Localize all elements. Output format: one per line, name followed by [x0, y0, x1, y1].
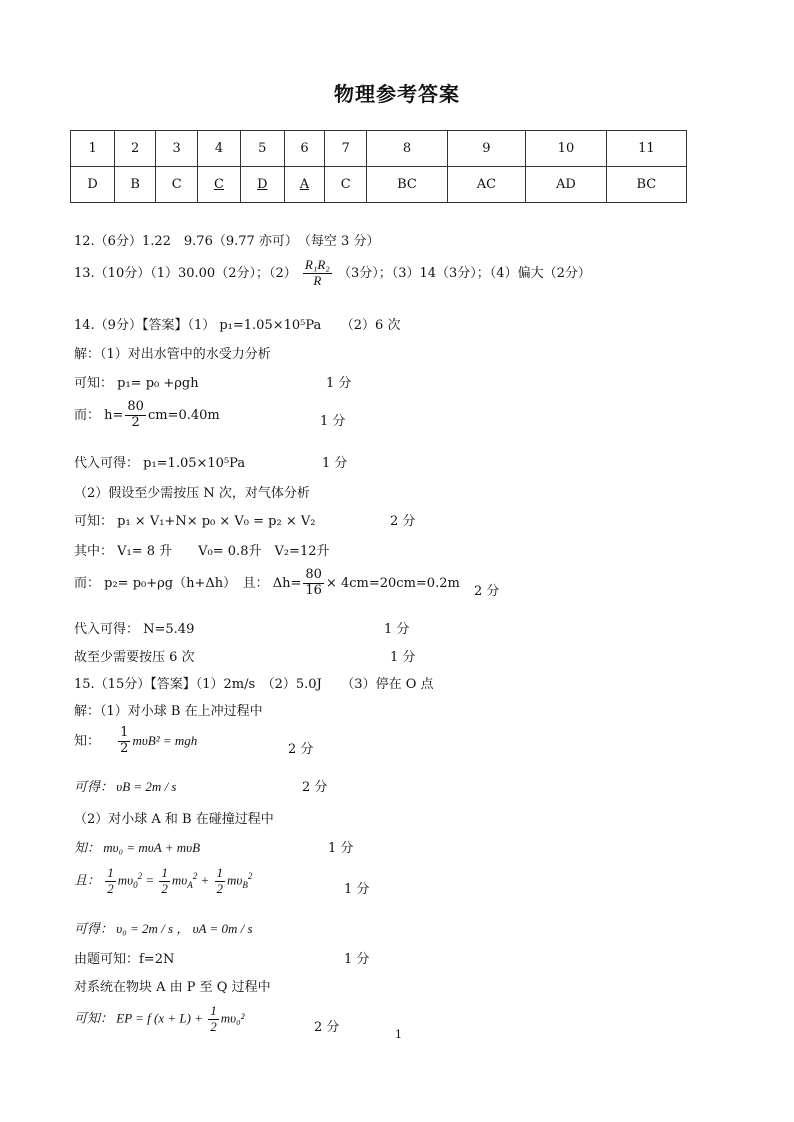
frac-den: 2 — [131, 414, 140, 430]
q13-line — [74, 258, 591, 289]
frac-num: 1 — [216, 865, 224, 880]
q14-line1: 解：（1）对出水管中的水受力分析 — [74, 347, 271, 362]
q14-line3 — [74, 400, 220, 431]
q13-frac-den: R — [313, 272, 322, 288]
table-cell: BC — [367, 167, 447, 203]
table-cell: B — [115, 167, 156, 203]
answer-table — [70, 130, 687, 203]
q15-l10-a: 可知： EP = f (x + L) + — [74, 1010, 203, 1026]
answer-underlined: A — [299, 177, 310, 192]
q15-l2-a: 知： — [74, 733, 101, 749]
q14-head: 14.（9分）【答案】（1） p₁=1.05×10⁵Pa （2）6 次 — [74, 318, 401, 333]
q15-line1: 解：（1）对小球 B 在上冲过程中 — [74, 704, 263, 719]
table-cell: 4 — [198, 131, 240, 167]
table-cell: C — [325, 167, 367, 203]
table-row-answers — [71, 167, 687, 203]
table-cell — [284, 167, 324, 203]
q14-score: 1 分 — [320, 414, 346, 429]
table-cell: 2 — [115, 131, 156, 167]
table-cell: 9 — [447, 131, 526, 167]
q15-line10 — [74, 1004, 245, 1035]
table-cell: D — [71, 167, 115, 203]
q15-line7: 可得： υ₀ = 2m / s ， υA = 0m / s — [74, 921, 253, 936]
q14-l3-a: 而： h= — [74, 407, 124, 423]
table-cell: 3 — [156, 131, 198, 167]
q14-l8-a: 而： p₂= p₀+ρg（h+Δh） 且： Δh= — [74, 575, 302, 591]
frac-num: 80 — [127, 399, 144, 414]
q15-l6-a: 且： — [74, 872, 101, 888]
frac-num: 1 — [120, 725, 129, 740]
frac-half — [105, 866, 116, 897]
q14-score: 2 分 — [474, 584, 500, 599]
q14-l3-b: cm=0.40m — [147, 407, 220, 423]
q15-fraction-half — [118, 726, 130, 757]
table-cell: 10 — [526, 131, 606, 167]
q14-score: 1 分 — [322, 456, 348, 471]
frac-num: 1 — [210, 1003, 217, 1018]
q13-frac-num: R₁R₂ — [304, 257, 330, 272]
q14-l8-b: × 4cm=20cm=0.2m — [325, 575, 460, 591]
q15-score: 2 分 — [314, 1020, 340, 1035]
q14-fraction-h — [125, 400, 146, 431]
q13-fraction — [303, 258, 332, 289]
q14-line2: 可知： p₁= p₀ +ρgh — [74, 376, 199, 391]
q14-score: 1 分 — [326, 376, 352, 391]
q15-score: 1 分 — [344, 952, 370, 967]
frac-den: 2 — [161, 880, 168, 896]
table-cell: BC — [606, 167, 686, 203]
q15-line3: 可得： υB = 2m / s — [74, 779, 177, 794]
q15-score: 1 分 — [344, 882, 370, 897]
frac-den: 2 — [107, 880, 114, 896]
table-cell: 11 — [606, 131, 686, 167]
q15-line8: 由题可知：f=2N — [74, 952, 175, 967]
frac-half — [159, 866, 170, 897]
answer-underlined: D — [257, 177, 268, 192]
q14-score: 1 分 — [390, 650, 416, 665]
frac-num: 1 — [107, 865, 114, 880]
frac-den: 2 — [210, 1018, 217, 1034]
frac-num: 80 — [305, 567, 322, 582]
table-cell: C — [156, 167, 198, 203]
table-cell — [240, 167, 284, 203]
frac-half — [208, 1004, 219, 1035]
q15-l2-b: mυB² = mgh — [132, 732, 198, 748]
q14-line9: 代入可得： N=5.49 — [74, 622, 195, 637]
q15-line6: 且： $\frac{1}{2}$ $m\upsilon_0^2$ = $\frac{1}{2}$ $m\upsilon_A^2$ + $\frac{1}{2}$ $m\upsilon_B^2$ — [74, 865, 253, 896]
q15-line5: 知： mυ₀ = mυA + mυB — [74, 840, 201, 855]
q15-score: 2 分 — [288, 742, 314, 757]
table-cell: 8 — [367, 131, 447, 167]
table-row-numbers — [71, 131, 687, 167]
frac-half — [215, 866, 226, 897]
table-cell: 7 — [325, 131, 367, 167]
q14-line5: （2）假设至少需按压 N 次，对气体分析 — [74, 486, 310, 501]
frac-den: 2 — [120, 740, 129, 756]
q14-score: 1 分 — [384, 622, 410, 637]
q13-tail: （3分）；（3）14（3分）；（4）偏大（2分） — [337, 265, 591, 281]
table-cell — [198, 167, 240, 203]
q14-line10: 故至少需要按压 6 次 — [74, 650, 195, 665]
q15-l10-b: mυ₀² — [220, 1010, 245, 1026]
answer-underlined: C — [214, 177, 224, 192]
q15-head: 15.（15分）【答案】（1）2m/s （2）5.0J （3）停在 O 点 — [74, 677, 434, 692]
q14-line7: 其中： V₁= 8 升 V₀= 0.8升 V₂=12升 — [74, 544, 330, 559]
q15-line9: 对系统在物块 A 由 P 至 Q 过程中 — [74, 980, 271, 995]
table-cell: AD — [526, 167, 606, 203]
q14-line8 — [74, 568, 460, 599]
q12-line: 12.（6分）1.22 9.76（9.77 亦可） （每空 3 分） — [74, 234, 380, 249]
frac-num: 1 — [161, 865, 168, 880]
q14-line6: 可知： p₁ × V₁+N× p₀ × V₀ = p₂ × V₂ — [74, 514, 316, 529]
table-cell: 1 — [71, 131, 115, 167]
q15-score: 1 分 — [328, 841, 354, 856]
q15-line2 — [74, 726, 197, 757]
q14-line4: 代入可得： p₁=1.05×10⁵Pa — [74, 456, 246, 471]
q14-score: 2 分 — [390, 514, 416, 529]
table-cell: 5 — [240, 131, 284, 167]
table-cell: 6 — [284, 131, 324, 167]
q13-head: 13.（10分）（1）30.00（2分）；（2） — [74, 265, 297, 281]
frac-den: 16 — [305, 582, 322, 598]
q14-fraction-dh — [303, 568, 324, 599]
q15-line4: （2）对小球 A 和 B 在碰撞过程中 — [74, 812, 274, 827]
q15-score: 2 分 — [302, 780, 328, 795]
frac-den: 2 — [216, 880, 224, 896]
page-number: 1 — [395, 1028, 402, 1041]
table-cell: AC — [447, 167, 526, 203]
page-title: 物理参考答案 — [334, 82, 460, 106]
